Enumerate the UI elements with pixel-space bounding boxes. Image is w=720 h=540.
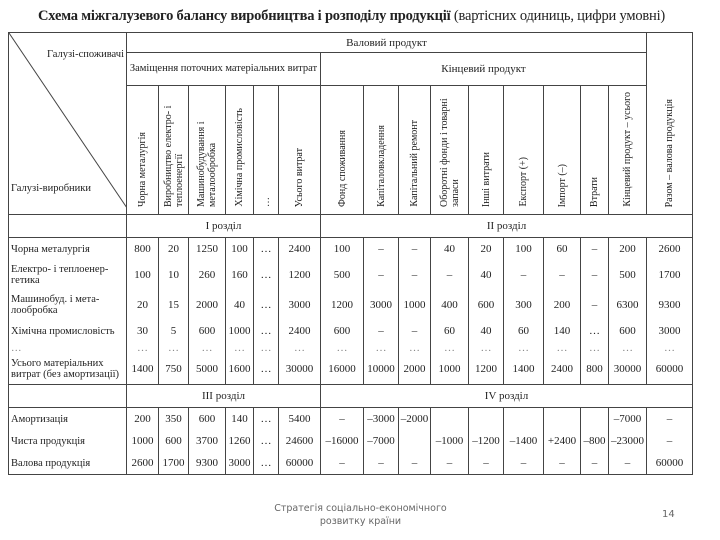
corner-cell bbox=[9, 33, 127, 215]
table-cell: … bbox=[189, 342, 226, 354]
table-cell: 40 bbox=[226, 290, 254, 320]
column-header-label: Капітальний ремонт bbox=[409, 120, 420, 207]
table-cell: – bbox=[364, 260, 399, 290]
table-cell bbox=[399, 430, 431, 452]
table-cell: – bbox=[581, 452, 609, 475]
table-cell: – bbox=[364, 452, 399, 475]
table-cell: … bbox=[504, 342, 544, 354]
table-cell: –800 bbox=[581, 430, 609, 452]
table-cell: 30 bbox=[127, 320, 159, 342]
table-cell: 1400 bbox=[127, 354, 159, 385]
table-cell: 260 bbox=[189, 260, 226, 290]
table-cell: +2400 bbox=[544, 430, 581, 452]
table-cell: 9300 bbox=[189, 452, 226, 475]
row-label: Машинобуд. і мета-лообробка bbox=[9, 290, 127, 320]
row-label: Чиста продукція bbox=[9, 430, 127, 452]
table-cell: … bbox=[254, 354, 279, 385]
page-title bbox=[38, 8, 665, 25]
table-cell: – bbox=[321, 452, 364, 475]
table-cell: 500 bbox=[321, 260, 364, 290]
table-cell: 1000 bbox=[431, 354, 469, 385]
table-cell: 15 bbox=[159, 290, 189, 320]
column-header bbox=[279, 86, 321, 215]
table-cell: 2600 bbox=[647, 238, 693, 261]
table-cell: 1000 bbox=[399, 290, 431, 320]
table-cell: – bbox=[364, 238, 399, 261]
table-cell: 24600 bbox=[279, 430, 321, 452]
table-row bbox=[9, 320, 693, 342]
table-cell: 3000 bbox=[647, 320, 693, 342]
table-cell: … bbox=[254, 452, 279, 475]
column-header-label: Виробництво електро- і теплоенергії bbox=[162, 105, 185, 207]
table-cell bbox=[469, 408, 504, 431]
table-cell: 400 bbox=[431, 290, 469, 320]
table-cell: 600 bbox=[321, 320, 364, 342]
table-cell: 160 bbox=[226, 260, 254, 290]
table-cell: 1400 bbox=[504, 354, 544, 385]
section-header-row bbox=[9, 215, 693, 238]
producers-label: Галузі-виробники bbox=[11, 183, 91, 194]
column-header bbox=[159, 86, 189, 215]
final-product-header: Кінцевий продукт bbox=[321, 53, 647, 86]
row-label: Електро- і теплоенер-гетика bbox=[9, 260, 127, 290]
table-cell: –1200 bbox=[469, 430, 504, 452]
section-label: IV розділ bbox=[321, 385, 693, 408]
table-cell: – bbox=[399, 320, 431, 342]
table-cell: … bbox=[321, 342, 364, 354]
table-row bbox=[9, 452, 693, 475]
column-header bbox=[226, 86, 254, 215]
table-cell: 500 bbox=[609, 260, 647, 290]
table-row bbox=[9, 354, 693, 385]
column-header bbox=[609, 86, 647, 215]
table-cell: 20 bbox=[127, 290, 159, 320]
column-header-label: Експорт (+) bbox=[518, 157, 529, 207]
page-number: 14 bbox=[662, 509, 675, 520]
table-cell: 1260 bbox=[226, 430, 254, 452]
column-header-label: Втрати bbox=[589, 176, 600, 207]
table-cell: 800 bbox=[127, 238, 159, 261]
table-row bbox=[9, 342, 693, 354]
table-cell: … bbox=[254, 320, 279, 342]
column-header bbox=[469, 86, 504, 215]
column-header-label: Усього витрат bbox=[294, 147, 305, 207]
table-cell: 5400 bbox=[279, 408, 321, 431]
title-note: (вартісних одиниць, цифри умовні) bbox=[450, 8, 666, 24]
column-header-label: Машинобудування і металообробка bbox=[196, 121, 218, 207]
table-cell: 1700 bbox=[159, 452, 189, 475]
table-cell: 750 bbox=[159, 354, 189, 385]
column-header-label: Фонд споживання bbox=[336, 130, 348, 207]
consumers-label: Галузі-споживачі bbox=[46, 49, 124, 60]
table-cell: 30000 bbox=[279, 354, 321, 385]
column-header bbox=[544, 86, 581, 215]
table-row bbox=[9, 260, 693, 290]
table-cell: 600 bbox=[189, 320, 226, 342]
column-header bbox=[581, 86, 609, 215]
section-label: II розділ bbox=[321, 215, 693, 238]
section-label: III розділ bbox=[127, 385, 321, 408]
table-cell: 140 bbox=[226, 408, 254, 431]
empty-cell bbox=[9, 385, 127, 408]
table-cell: 9300 bbox=[647, 290, 693, 320]
table-cell: – bbox=[581, 260, 609, 290]
table-cell: 2000 bbox=[399, 354, 431, 385]
table-cell: – bbox=[431, 260, 469, 290]
table-cell: –3000 bbox=[364, 408, 399, 431]
table-cell: 600 bbox=[469, 290, 504, 320]
column-header-label: Кінцевий продукт – усього bbox=[622, 92, 634, 207]
column-header-label: Оборотні фонди і товарні запаси bbox=[438, 98, 461, 207]
table-cell: –2000 bbox=[399, 408, 431, 431]
table-cell: 60 bbox=[544, 238, 581, 261]
table-cell: – bbox=[321, 408, 364, 431]
table-cell: 20 bbox=[159, 238, 189, 261]
table-cell: 100 bbox=[504, 238, 544, 261]
table-cell: 40 bbox=[469, 260, 504, 290]
table-cell bbox=[504, 408, 544, 431]
table-cell: 200 bbox=[609, 238, 647, 261]
table-cell: … bbox=[581, 320, 609, 342]
table-cell: … bbox=[469, 342, 504, 354]
table-cell: 2000 bbox=[189, 290, 226, 320]
table-cell: 60 bbox=[431, 320, 469, 342]
table-cell bbox=[581, 408, 609, 431]
table-cell: – bbox=[364, 320, 399, 342]
table-cell: 600 bbox=[159, 430, 189, 452]
table-row bbox=[9, 290, 693, 320]
table-cell: … bbox=[399, 342, 431, 354]
table-cell: … bbox=[431, 342, 469, 354]
table-cell: –1000 bbox=[431, 430, 469, 452]
column-header-label: … bbox=[260, 197, 272, 207]
table-cell: – bbox=[399, 238, 431, 261]
column-header-label: Капіталовкладення bbox=[375, 125, 387, 207]
table-cell: 3000 bbox=[226, 452, 254, 475]
table-cell: 1200 bbox=[321, 290, 364, 320]
table-cell: … bbox=[254, 430, 279, 452]
table-row bbox=[9, 408, 693, 431]
gross-product-header: Валовий продукт bbox=[127, 33, 647, 53]
table-cell: 40 bbox=[431, 238, 469, 261]
table-cell: –16000 bbox=[321, 430, 364, 452]
table-cell: 40 bbox=[469, 320, 504, 342]
table-cell: … bbox=[127, 342, 159, 354]
table-cell: 30000 bbox=[609, 354, 647, 385]
table-cell: 60000 bbox=[647, 452, 693, 475]
table-cell: – bbox=[647, 408, 693, 431]
balance-table-wrap bbox=[8, 32, 690, 475]
table-cell: 1700 bbox=[647, 260, 693, 290]
row-label: … bbox=[9, 342, 127, 354]
table-cell: 200 bbox=[127, 408, 159, 431]
table-cell: … bbox=[226, 342, 254, 354]
table-cell: – bbox=[469, 452, 504, 475]
column-header bbox=[364, 86, 399, 215]
table-cell: … bbox=[544, 342, 581, 354]
table-cell: 1000 bbox=[127, 430, 159, 452]
row-label: Валова продукція bbox=[9, 452, 127, 475]
table-cell: 600 bbox=[189, 408, 226, 431]
table-cell: 1200 bbox=[279, 260, 321, 290]
table-cell: –23000 bbox=[609, 430, 647, 452]
table-cell: 300 bbox=[504, 290, 544, 320]
table-cell: – bbox=[581, 238, 609, 261]
table-cell: … bbox=[581, 342, 609, 354]
table-cell: 200 bbox=[544, 290, 581, 320]
table-cell: … bbox=[254, 260, 279, 290]
table-cell: 60000 bbox=[647, 354, 693, 385]
table-cell: –7000 bbox=[609, 408, 647, 431]
table-cell: … bbox=[609, 342, 647, 354]
column-header-label: Чорна металургія bbox=[137, 131, 148, 207]
table-cell: 5 bbox=[159, 320, 189, 342]
table-cell: 2600 bbox=[127, 452, 159, 475]
column-header bbox=[399, 86, 431, 215]
table-cell bbox=[431, 408, 469, 431]
table-cell: … bbox=[159, 342, 189, 354]
empty-cell bbox=[9, 215, 127, 238]
section-label: I розділ bbox=[127, 215, 321, 238]
table-cell: 10000 bbox=[364, 354, 399, 385]
table-cell: – bbox=[544, 452, 581, 475]
table-cell: 20 bbox=[469, 238, 504, 261]
column-header-label: Хімічна промисловість bbox=[234, 108, 245, 207]
column-header bbox=[321, 86, 364, 215]
row-label: Амортизація bbox=[9, 408, 127, 431]
table-cell: … bbox=[254, 238, 279, 261]
table-cell: 1200 bbox=[469, 354, 504, 385]
column-header bbox=[431, 86, 469, 215]
table-cell: 1000 bbox=[226, 320, 254, 342]
intermediate-header: Заміщення поточних матеріальних витрат bbox=[127, 53, 321, 86]
table-cell: 10 bbox=[159, 260, 189, 290]
table-cell: 5000 bbox=[189, 354, 226, 385]
table-cell: – bbox=[504, 452, 544, 475]
table-row bbox=[9, 238, 693, 261]
table-cell: … bbox=[279, 342, 321, 354]
table-cell: – bbox=[431, 452, 469, 475]
table-cell: – bbox=[609, 452, 647, 475]
table-cell: 60000 bbox=[279, 452, 321, 475]
column-header-label: Імпорт (–) bbox=[556, 163, 568, 207]
table-cell: 2400 bbox=[544, 354, 581, 385]
table-cell: – bbox=[504, 260, 544, 290]
column-header bbox=[189, 86, 226, 215]
table-cell: 600 bbox=[609, 320, 647, 342]
table-cell: 3000 bbox=[279, 290, 321, 320]
column-header bbox=[504, 86, 544, 215]
table-cell: 2400 bbox=[279, 238, 321, 261]
column-header bbox=[127, 86, 159, 215]
row-label: Чорна металургія bbox=[9, 238, 127, 261]
table-cell: 140 bbox=[544, 320, 581, 342]
table-cell: – bbox=[581, 290, 609, 320]
table-cell: 2400 bbox=[279, 320, 321, 342]
footer-text: Стратегія соціально-економічного розвитку країни bbox=[274, 503, 447, 527]
balance-table bbox=[8, 32, 693, 475]
table-cell: – bbox=[544, 260, 581, 290]
row-label: Хімічна промисловість bbox=[9, 320, 127, 342]
column-header-label: Інші витрати bbox=[480, 151, 492, 207]
table-cell: 3700 bbox=[189, 430, 226, 452]
table-cell: – bbox=[647, 430, 693, 452]
table-cell: 60 bbox=[504, 320, 544, 342]
table-cell bbox=[544, 408, 581, 431]
table-cell: 100 bbox=[321, 238, 364, 261]
table-cell: – bbox=[399, 452, 431, 475]
title-main: Схема міжгалузевого балансу виробництва і розподілу продукції bbox=[38, 8, 451, 24]
table-cell: 800 bbox=[581, 354, 609, 385]
table-cell: – bbox=[399, 260, 431, 290]
table-cell: 1600 bbox=[226, 354, 254, 385]
table-cell: 6300 bbox=[609, 290, 647, 320]
table-cell: 350 bbox=[159, 408, 189, 431]
table-cell: 100 bbox=[127, 260, 159, 290]
table-cell: … bbox=[254, 342, 279, 354]
table-cell: … bbox=[254, 290, 279, 320]
table-cell: … bbox=[364, 342, 399, 354]
table-cell: –7000 bbox=[364, 430, 399, 452]
table-cell: … bbox=[254, 408, 279, 431]
table-cell: … bbox=[647, 342, 693, 354]
column-header bbox=[254, 86, 279, 215]
table-cell: 1250 bbox=[189, 238, 226, 261]
table-cell: 3000 bbox=[364, 290, 399, 320]
row-label: Усього матеріальних витрат (без амортизації) bbox=[9, 354, 127, 385]
table-cell: 16000 bbox=[321, 354, 364, 385]
section-header-row bbox=[9, 385, 693, 408]
total-header: Разом – валова продукція bbox=[647, 33, 693, 215]
table-cell: –1400 bbox=[504, 430, 544, 452]
table-cell: 100 bbox=[226, 238, 254, 261]
table-row bbox=[9, 430, 693, 452]
